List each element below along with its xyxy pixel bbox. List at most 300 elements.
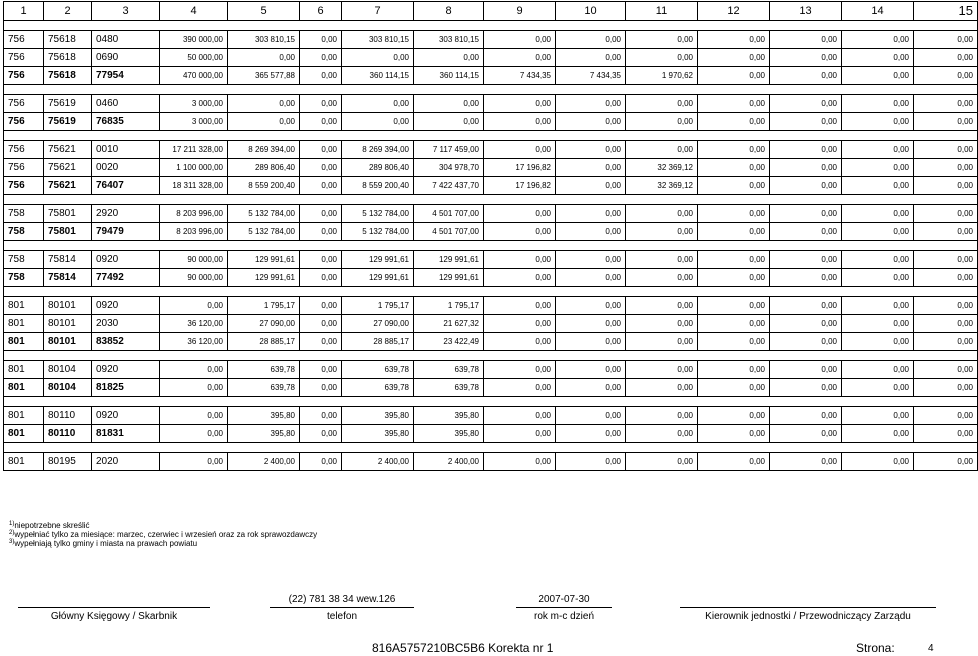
table-cell: 0,00 xyxy=(842,223,914,241)
table-cell: 0,00 xyxy=(484,223,556,241)
accountant-label: Główny Księgowy / Skarbnik xyxy=(50,611,178,622)
table-cell: 0,00 xyxy=(698,113,770,131)
table-cell: 0,00 xyxy=(300,31,342,49)
table-cell: 0,00 xyxy=(556,223,626,241)
footnote-2: $^{2)}$wypełniać tylko za miesiące: marzec, czerwiec i wrzesień oraz za rok sprawozdawczy xyxy=(9,530,318,539)
table-cell: 129 991,61 xyxy=(414,269,484,287)
table-cell: 75814 xyxy=(44,251,92,269)
table-cell: 0,00 xyxy=(770,49,842,67)
table-cell: 27 090,00 xyxy=(228,315,300,333)
page-number: 4 xyxy=(928,643,934,654)
group-separator xyxy=(4,287,978,297)
table-cell: 80101 xyxy=(44,333,92,351)
table-cell: 1 795,17 xyxy=(228,297,300,315)
table-cell: 0,00 xyxy=(842,113,914,131)
table-cell: 0,00 xyxy=(556,379,626,397)
table-cell: 0920 xyxy=(92,407,160,425)
table-cell: 75814 xyxy=(44,269,92,287)
table-cell: 0,00 xyxy=(300,269,342,287)
table-cell: 0,00 xyxy=(626,333,698,351)
table-cell: 0,00 xyxy=(770,141,842,159)
table-cell: 395,80 xyxy=(342,425,414,443)
table-cell: 0,00 xyxy=(842,95,914,113)
table-cell: 0,00 xyxy=(300,141,342,159)
table-cell: 0,00 xyxy=(770,113,842,131)
table-row xyxy=(4,205,978,223)
table-cell: 75618 xyxy=(44,67,92,85)
table-cell: 0,00 xyxy=(698,315,770,333)
table-cell: 0,00 xyxy=(300,251,342,269)
group-separator xyxy=(4,351,978,361)
table-cell: 83852 xyxy=(92,333,160,351)
table-cell: 801 xyxy=(4,407,44,425)
table-cell: 0,00 xyxy=(842,141,914,159)
table-cell: 303 810,15 xyxy=(228,31,300,49)
table-cell: 0,00 xyxy=(160,379,228,397)
table-cell: 0,00 xyxy=(300,159,342,177)
table-cell: 0,00 xyxy=(484,315,556,333)
header-cell: 14 xyxy=(842,2,914,21)
footnotes xyxy=(9,521,317,548)
header-cell: 1 xyxy=(4,2,44,21)
table-cell: 395,80 xyxy=(342,407,414,425)
table-row xyxy=(4,141,978,159)
date-label: rok m-c dzień xyxy=(533,611,594,622)
table-cell: 8 203 996,00 xyxy=(160,223,228,241)
budget-table xyxy=(3,1,978,471)
table-cell: 0,00 xyxy=(842,453,914,471)
table-row xyxy=(4,297,978,315)
table-cell: 129 991,61 xyxy=(228,251,300,269)
table-cell: 0,00 xyxy=(626,315,698,333)
table-cell: 2 400,00 xyxy=(342,453,414,471)
table-cell: 0,00 xyxy=(414,49,484,67)
table-cell: 75801 xyxy=(44,223,92,241)
table-cell: 0,00 xyxy=(300,177,342,195)
header-cell: 3 xyxy=(92,2,160,21)
table-cell: 0,00 xyxy=(160,407,228,425)
table-cell: 0,00 xyxy=(914,333,978,351)
group-separator xyxy=(4,443,978,453)
table-cell: 0,00 xyxy=(842,333,914,351)
table-row xyxy=(4,453,978,471)
table-cell: 17 211 328,00 xyxy=(160,141,228,159)
table-cell: 360 114,15 xyxy=(414,67,484,85)
table-cell: 5 132 784,00 xyxy=(228,205,300,223)
table-cell: 801 xyxy=(4,379,44,397)
table-cell: 0,00 xyxy=(842,297,914,315)
table-cell: 0,00 xyxy=(770,379,842,397)
table-cell: 0,00 xyxy=(484,425,556,443)
table-cell: 0,00 xyxy=(300,407,342,425)
table-cell: 801 xyxy=(4,425,44,443)
subtotal-row xyxy=(4,113,978,131)
table-row xyxy=(4,159,978,177)
table-cell: 0,00 xyxy=(770,407,842,425)
table-cell: 80195 xyxy=(44,453,92,471)
header-row xyxy=(4,2,978,21)
table-cell: 0,00 xyxy=(842,315,914,333)
table-cell: 0,00 xyxy=(228,95,300,113)
table-cell: 129 991,61 xyxy=(228,269,300,287)
table-cell: 0,00 xyxy=(484,205,556,223)
table-cell: 8 269 394,00 xyxy=(228,141,300,159)
table-cell: 90 000,00 xyxy=(160,251,228,269)
table-cell: 0,00 xyxy=(842,67,914,85)
table-row xyxy=(4,361,978,379)
table-cell: 0,00 xyxy=(842,361,914,379)
table-cell: 0,00 xyxy=(626,269,698,287)
table-cell: 0,00 xyxy=(484,407,556,425)
group-separator xyxy=(4,131,978,141)
table-cell: 0,00 xyxy=(484,333,556,351)
subtotal-row xyxy=(4,425,978,443)
table-cell: 0,00 xyxy=(842,205,914,223)
header-cell: 10 xyxy=(556,2,626,21)
table-cell: 0,00 xyxy=(698,95,770,113)
table-cell: 0,00 xyxy=(556,49,626,67)
table-cell: 303 810,15 xyxy=(414,31,484,49)
table-cell: 0,00 xyxy=(914,407,978,425)
table-cell: 0,00 xyxy=(556,141,626,159)
table-cell: 0,00 xyxy=(698,361,770,379)
table-cell: 7 117 459,00 xyxy=(414,141,484,159)
table-cell: 0,00 xyxy=(698,269,770,287)
table-cell: 0,00 xyxy=(698,177,770,195)
table-cell: 0,00 xyxy=(484,251,556,269)
table-cell: 75621 xyxy=(44,141,92,159)
table-cell: 0,00 xyxy=(556,297,626,315)
table-cell: 0,00 xyxy=(342,113,414,131)
table-cell: 0,00 xyxy=(770,177,842,195)
report-sheet xyxy=(3,1,973,471)
table-cell: 75621 xyxy=(44,159,92,177)
table-cell: 0,00 xyxy=(626,223,698,241)
table-cell: 0,00 xyxy=(414,95,484,113)
table-cell: 0,00 xyxy=(484,297,556,315)
head-signature xyxy=(680,594,936,622)
table-row xyxy=(4,407,978,425)
group-separator xyxy=(4,397,978,407)
table-cell: 0,00 xyxy=(914,361,978,379)
table-cell: 80104 xyxy=(44,379,92,397)
document-id: 816A5757210BC5B6 Korekta nr 1 xyxy=(372,641,554,655)
table-cell: 0,00 xyxy=(914,113,978,131)
head-label: Kierownik jednostki / Przewodniczący Zarządu xyxy=(705,611,911,622)
table-cell: 76407 xyxy=(92,177,160,195)
table-cell: 0,00 xyxy=(556,269,626,287)
table-cell: 0,00 xyxy=(770,223,842,241)
table-cell: 756 xyxy=(4,31,44,49)
table-cell: 0,00 xyxy=(698,159,770,177)
table-cell: 0,00 xyxy=(698,333,770,351)
table-cell: 0,00 xyxy=(484,361,556,379)
table-row xyxy=(4,315,978,333)
table-cell: 0,00 xyxy=(556,407,626,425)
table-cell: 0,00 xyxy=(300,361,342,379)
table-cell: 289 806,40 xyxy=(228,159,300,177)
table-cell: 0,00 xyxy=(770,425,842,443)
table-cell: 32 369,12 xyxy=(626,177,698,195)
table-cell: 0,00 xyxy=(626,251,698,269)
accountant-signature xyxy=(18,594,210,622)
phone-block xyxy=(270,594,414,622)
table-cell: 0,00 xyxy=(160,297,228,315)
table-cell: 90 000,00 xyxy=(160,269,228,287)
table-cell: 28 885,17 xyxy=(228,333,300,351)
table-cell: 801 xyxy=(4,315,44,333)
table-cell: 0,00 xyxy=(300,315,342,333)
table-cell: 0,00 xyxy=(626,425,698,443)
table-cell: 0,00 xyxy=(698,251,770,269)
header-cell: 2 xyxy=(44,2,92,21)
table-cell: 0,00 xyxy=(770,251,842,269)
table-cell: 639,78 xyxy=(414,379,484,397)
table-cell: 5 132 784,00 xyxy=(342,205,414,223)
table-cell: 7 434,35 xyxy=(484,67,556,85)
table-cell: 0,00 xyxy=(556,205,626,223)
table-cell: 395,80 xyxy=(414,407,484,425)
table-cell: 0,00 xyxy=(914,425,978,443)
table-cell: 0,00 xyxy=(626,141,698,159)
table-cell: 0020 xyxy=(92,159,160,177)
table-cell: 0,00 xyxy=(414,113,484,131)
table-cell: 36 120,00 xyxy=(160,315,228,333)
table-cell: 756 xyxy=(4,177,44,195)
table-cell: 0,00 xyxy=(484,141,556,159)
table-cell: 0,00 xyxy=(484,31,556,49)
table-cell: 0920 xyxy=(92,361,160,379)
table-cell: 0,00 xyxy=(914,315,978,333)
table-cell: 0,00 xyxy=(770,333,842,351)
subtotal-row xyxy=(4,67,978,85)
table-cell: 0,00 xyxy=(300,453,342,471)
table-cell: 470 000,00 xyxy=(160,67,228,85)
table-cell: 0,00 xyxy=(626,297,698,315)
footnote-3: $^{3)}$wypełniają tylko gminy i miasta na prawach powiatu xyxy=(9,539,198,548)
phone-value: (22) 781 38 34 wew.126 xyxy=(288,594,396,605)
table-cell: 0,00 xyxy=(770,159,842,177)
table-cell: 303 810,15 xyxy=(342,31,414,49)
table-cell: 0,00 xyxy=(626,95,698,113)
table-cell: 0,00 xyxy=(914,49,978,67)
header-cell: 5 xyxy=(228,2,300,21)
table-cell: 129 991,61 xyxy=(414,251,484,269)
header-cell: 7 xyxy=(342,2,414,21)
table-cell: 0460 xyxy=(92,95,160,113)
table-cell: 639,78 xyxy=(342,379,414,397)
table-cell: 0,00 xyxy=(300,333,342,351)
group-separator xyxy=(4,21,978,31)
group-separator xyxy=(4,85,978,95)
table-cell: 0,00 xyxy=(300,113,342,131)
header-cell: 6 xyxy=(300,2,342,21)
table-cell: 0,00 xyxy=(842,31,914,49)
header-cell: 15 xyxy=(914,2,978,21)
table-cell: 0,00 xyxy=(228,113,300,131)
table-cell: 0,00 xyxy=(770,67,842,85)
table-cell: 0,00 xyxy=(300,95,342,113)
table-cell: 76835 xyxy=(92,113,160,131)
table-cell: 0,00 xyxy=(556,425,626,443)
subtotal-row xyxy=(4,333,978,351)
table-cell: 639,78 xyxy=(228,379,300,397)
header-cell: 11 xyxy=(626,2,698,21)
table-cell: 80101 xyxy=(44,297,92,315)
table-cell: 0,00 xyxy=(914,251,978,269)
table-cell: 75619 xyxy=(44,113,92,131)
table-cell: 8 559 200,40 xyxy=(228,177,300,195)
table-cell: 0,00 xyxy=(698,31,770,49)
table-cell: 1 795,17 xyxy=(414,297,484,315)
table-cell: 1 795,17 xyxy=(342,297,414,315)
table-cell: 129 991,61 xyxy=(342,269,414,287)
table-cell: 2030 xyxy=(92,315,160,333)
table-cell: 80110 xyxy=(44,407,92,425)
table-cell: 4 501 707,00 xyxy=(414,223,484,241)
table-cell: 0,00 xyxy=(300,49,342,67)
table-cell: 0,00 xyxy=(914,67,978,85)
table-cell: 0,00 xyxy=(842,49,914,67)
table-cell: 0,00 xyxy=(300,297,342,315)
phone-label: telefon xyxy=(326,611,358,622)
table-cell: 5 132 784,00 xyxy=(228,223,300,241)
table-cell: 0,00 xyxy=(484,269,556,287)
table-cell: 0,00 xyxy=(770,95,842,113)
table-cell: 0,00 xyxy=(842,379,914,397)
page-label: Strona: xyxy=(856,641,895,655)
table-cell: 2920 xyxy=(92,205,160,223)
table-cell: 27 090,00 xyxy=(342,315,414,333)
table-cell: 395,80 xyxy=(228,425,300,443)
table-cell: 0690 xyxy=(92,49,160,67)
table-cell: 758 xyxy=(4,223,44,241)
date-block xyxy=(516,594,612,622)
table-cell: 0,00 xyxy=(556,177,626,195)
table-cell: 0,00 xyxy=(556,333,626,351)
table-cell: 0,00 xyxy=(698,141,770,159)
table-cell: 639,78 xyxy=(414,361,484,379)
table-cell: 81825 xyxy=(92,379,160,397)
table-cell: 77954 xyxy=(92,67,160,85)
table-cell: 1 970,62 xyxy=(626,67,698,85)
table-cell: 0,00 xyxy=(484,95,556,113)
table-cell: 0,00 xyxy=(556,361,626,379)
table-cell: 7 422 437,70 xyxy=(414,177,484,195)
table-cell: 0,00 xyxy=(300,425,342,443)
table-cell: 0,00 xyxy=(914,205,978,223)
table-cell: 0,00 xyxy=(914,297,978,315)
table-cell: 75618 xyxy=(44,49,92,67)
table-cell: 390 000,00 xyxy=(160,31,228,49)
table-cell: 8 269 394,00 xyxy=(342,141,414,159)
table-row xyxy=(4,31,978,49)
subtotal-row xyxy=(4,223,978,241)
table-cell: 0,00 xyxy=(698,425,770,443)
table-cell: 0,00 xyxy=(556,453,626,471)
group-separator xyxy=(4,195,978,205)
table-cell: 0,00 xyxy=(770,205,842,223)
table-cell: 0,00 xyxy=(770,453,842,471)
table-cell: 0,00 xyxy=(770,31,842,49)
table-cell: 0,00 xyxy=(842,177,914,195)
date-value: 2007-07-30 xyxy=(538,594,590,605)
table-cell: 0,00 xyxy=(556,31,626,49)
table-cell: 801 xyxy=(4,333,44,351)
table-cell: 0,00 xyxy=(842,159,914,177)
table-cell: 0,00 xyxy=(626,379,698,397)
table-cell: 50 000,00 xyxy=(160,49,228,67)
table-cell: 0,00 xyxy=(914,159,978,177)
table-cell: 75619 xyxy=(44,95,92,113)
table-cell: 17 196,82 xyxy=(484,159,556,177)
table-cell: 36 120,00 xyxy=(160,333,228,351)
header-cell: 4 xyxy=(160,2,228,21)
table-cell: 0,00 xyxy=(556,113,626,131)
table-cell: 756 xyxy=(4,67,44,85)
footnote-1: $^{1)}$niepotrzebne skreślić xyxy=(9,521,90,530)
table-cell: 7 434,35 xyxy=(556,67,626,85)
table-cell: 0,00 xyxy=(626,31,698,49)
table-cell: 18 311 328,00 xyxy=(160,177,228,195)
table-cell: 0,00 xyxy=(228,49,300,67)
header-cell: 9 xyxy=(484,2,556,21)
table-cell: 758 xyxy=(4,269,44,287)
table-cell: 80110 xyxy=(44,425,92,443)
table-cell: 801 xyxy=(4,453,44,471)
table-cell: 801 xyxy=(4,361,44,379)
table-cell: 0,00 xyxy=(698,205,770,223)
header-cell: 13 xyxy=(770,2,842,21)
table-cell: 0,00 xyxy=(626,407,698,425)
table-cell: 639,78 xyxy=(342,361,414,379)
table-cell: 5 132 784,00 xyxy=(342,223,414,241)
table-cell: 80104 xyxy=(44,361,92,379)
table-cell: 0,00 xyxy=(342,49,414,67)
table-cell: 21 627,32 xyxy=(414,315,484,333)
table-cell: 0,00 xyxy=(842,407,914,425)
table-cell: 0,00 xyxy=(842,269,914,287)
table-cell: 0,00 xyxy=(626,453,698,471)
table-cell: 2 400,00 xyxy=(414,453,484,471)
table-cell: 0,00 xyxy=(770,269,842,287)
table-cell: 0480 xyxy=(92,31,160,49)
table-cell: 28 885,17 xyxy=(342,333,414,351)
table-cell: 0,00 xyxy=(484,113,556,131)
table-cell: 639,78 xyxy=(228,361,300,379)
table-cell: 79479 xyxy=(92,223,160,241)
table-cell: 129 991,61 xyxy=(342,251,414,269)
table-cell: 32 369,12 xyxy=(626,159,698,177)
table-cell: 75801 xyxy=(44,205,92,223)
table-cell: 0,00 xyxy=(160,361,228,379)
table-cell: 1 100 000,00 xyxy=(160,159,228,177)
table-cell: 0,00 xyxy=(698,67,770,85)
table-cell: 756 xyxy=(4,49,44,67)
table-cell: 0,00 xyxy=(914,453,978,471)
table-cell: 0,00 xyxy=(626,49,698,67)
table-cell: 756 xyxy=(4,113,44,131)
table-cell: 0,00 xyxy=(484,453,556,471)
table-cell: 0,00 xyxy=(556,95,626,113)
table-cell: 2020 xyxy=(92,453,160,471)
table-cell: 0,00 xyxy=(300,205,342,223)
table-cell: 304 978,70 xyxy=(414,159,484,177)
table-cell: 0,00 xyxy=(914,269,978,287)
table-cell: 0,00 xyxy=(160,453,228,471)
table-cell: 758 xyxy=(4,205,44,223)
table-cell: 0,00 xyxy=(626,113,698,131)
